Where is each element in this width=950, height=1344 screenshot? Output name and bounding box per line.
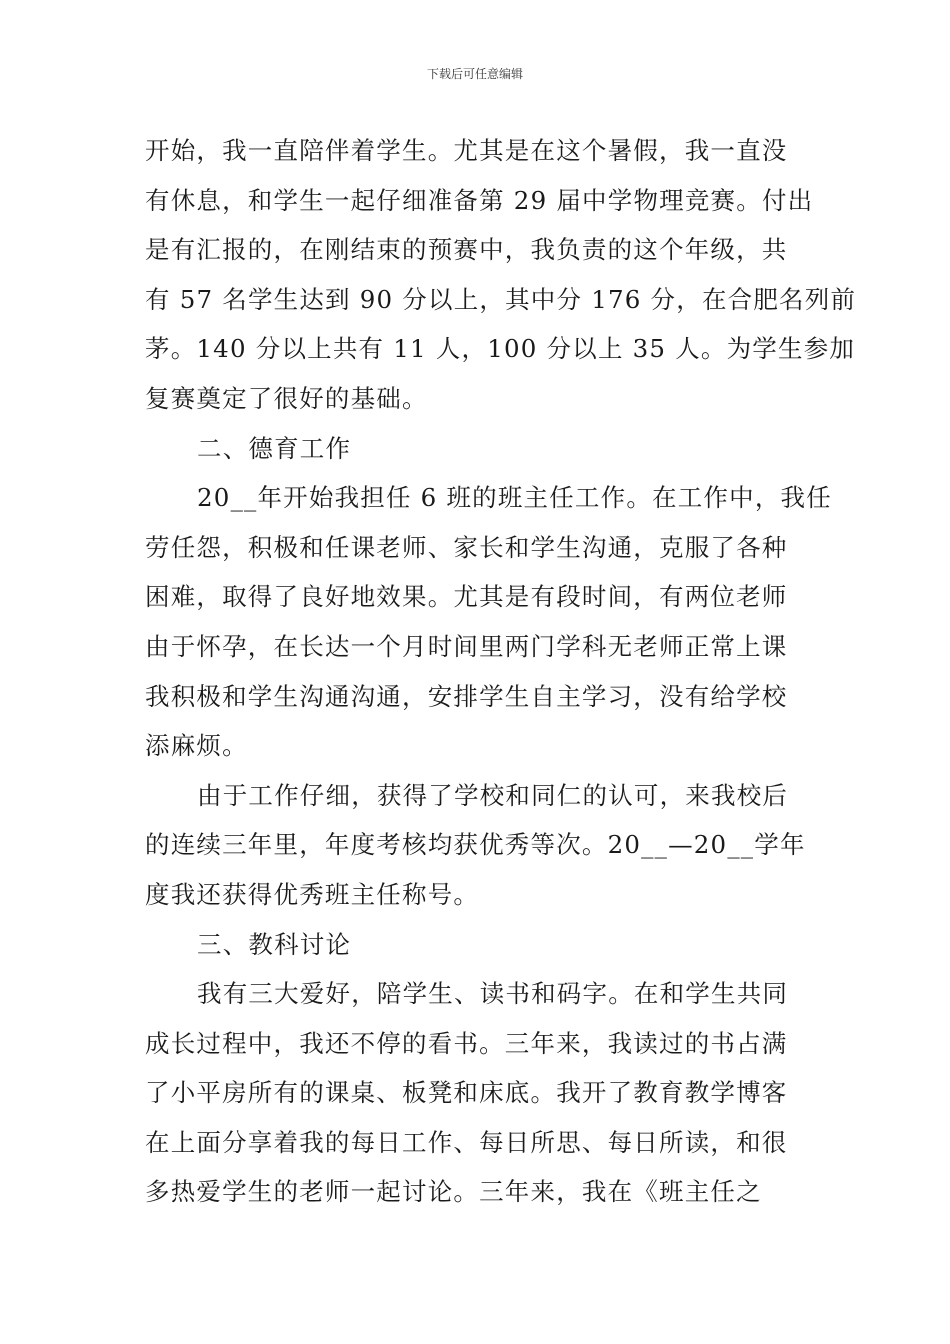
text-line: 复赛奠定了很好的基础。 [145,383,428,413]
text-line: 了小平房所有的课桌、板凳和床底。我开了教育教学博客 [145,1078,788,1108]
text-line: 由于工作仔细，获得了学校和同仁的认可，来我校后 [197,780,789,810]
text-line: 由于怀孕，在长达一个月时间里两门学科无老师正常上课 [145,631,788,661]
text-line: 多热爱学生的老师一起讨论。三年来，我在《班主任之 [145,1177,762,1207]
text-line: 的连续三年里，年度考核均获优秀等次。20__—20__学年 [145,830,806,860]
text-line: 三、教科讨论 [197,929,352,959]
text-line: 劳任怨，积极和任课老师、家长和学生沟通，克服了各种 [145,532,788,562]
page-header-note: 下载后可任意编辑 [426,67,523,81]
text-line: 我积极和学生沟通沟通，安排学生自主学习，没有给学校 [145,681,788,711]
text-line: 开始，我一直陪伴着学生。尤其是在这个暑假，我一直没 [145,136,788,165]
text-line: 成长过程中，我还不停的看书。三年来，我读过的书占满 [145,1028,788,1058]
document-body [145,126,857,1217]
text-line: 有 57 名学生达到 90 分以上，其中分 176 分，在合肥名列前 [145,284,857,314]
text-line: 20__年开始我担任 6 班的班主任工作。在工作中，我任 [197,483,832,513]
text-line: 我有三大爱好，陪学生、读书和码字。在和学生共同 [197,979,789,1009]
text-line: 茅。140 分以上共有 11 人，100 分以上 35 人。为学生参加 [145,334,856,364]
text-line: 有休息，和学生一起仔细准备第 29 届中学物理竞赛。付出 [145,185,814,215]
text-line: 是有汇报的，在刚结束的预赛中，我负责的这个年级，共 [145,235,788,265]
text-line: 在上面分享着我的每日工作、每日所思、每日所读，和很 [145,1127,788,1157]
text-line: 添麻烦。 [145,731,248,761]
text-line: 二、德育工作 [197,433,352,463]
text-line: 度我还获得优秀班主任称号。 [145,879,480,909]
text-line: 困难，取得了良好地效果。尤其是有段时间，有两位老师 [145,582,788,612]
